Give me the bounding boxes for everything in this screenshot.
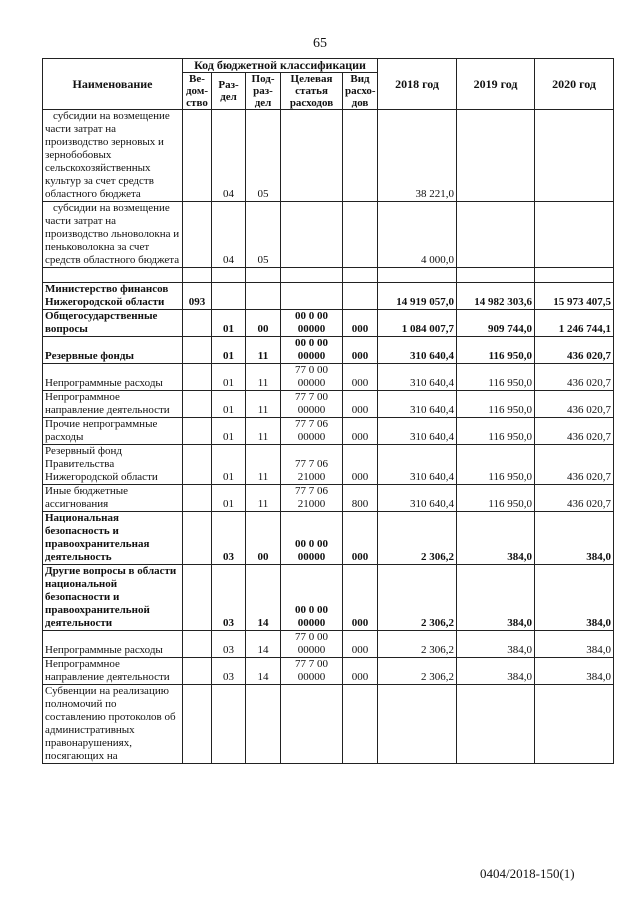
cell-ved [183,310,212,337]
cell-y2020: 436 020,7 [535,445,614,485]
cell-name: Непрограммные расходы [43,364,183,391]
cell-y2020: 1 246 744,1 [535,310,614,337]
cell-podrazdel: 11 [246,418,281,445]
cell-target: 77 7 06 21000 [281,445,343,485]
cell-podrazdel: 11 [246,391,281,418]
cell-razdel: 01 [212,310,246,337]
cell-y2018: 1 084 007,7 [378,310,457,337]
empty-cell [535,268,614,283]
cell-y2018: 310 640,4 [378,364,457,391]
table-row [43,364,614,391]
cell-target: 77 0 00 00000 [281,631,343,658]
cell-y2018: 2 306,2 [378,512,457,565]
table-row [43,418,614,445]
cell-razdel [212,685,246,764]
col-header-vid: Вид расхо- дов [343,73,378,110]
table-row [43,658,614,685]
cell-ved [183,512,212,565]
cell-y2018: 4 000,0 [378,202,457,268]
cell-name: Общегосударственные вопросы [43,310,183,337]
cell-vid: 000 [343,445,378,485]
document-code: 0404/2018-150(1) [480,866,575,881]
cell-name: Резервный фонд Правительства Нижегородской области [43,445,183,485]
cell-target [281,110,343,202]
cell-ved [183,485,212,512]
cell-vid [343,283,378,310]
cell-y2018: 310 640,4 [378,418,457,445]
cell-vid: 000 [343,512,378,565]
cell-target: 77 7 00 00000 [281,658,343,685]
empty-cell [246,268,281,283]
table-row [43,485,614,512]
col-header-name: Наименование [43,59,183,110]
col-header-razdel: Раз- дел [212,73,246,110]
cell-y2020: 436 020,7 [535,337,614,364]
cell-y2019: 384,0 [457,565,535,631]
cell-podrazdel [246,685,281,764]
cell-podrazdel: 00 [246,310,281,337]
empty-cell [343,268,378,283]
cell-ved [183,110,212,202]
col-header-2019: 2019 год [457,59,535,110]
cell-podrazdel: 14 [246,565,281,631]
cell-ved: 093 [183,283,212,310]
cell-name: Министерство финансов Нижегородской области [43,283,183,310]
cell-ved [183,565,212,631]
cell-razdel: 01 [212,485,246,512]
empty-cell [212,268,246,283]
cell-name: Прочие непрограммные расходы [43,418,183,445]
cell-razdel: 04 [212,202,246,268]
cell-y2018: 310 640,4 [378,337,457,364]
col-header-vedomstvo: Ве- дом- ство [183,73,212,110]
cell-vid: 000 [343,631,378,658]
cell-target: 77 7 00 00000 [281,391,343,418]
cell-podrazdel: 00 [246,512,281,565]
col-header-2020: 2020 год [535,59,614,110]
cell-y2018: 310 640,4 [378,445,457,485]
cell-y2020: 436 020,7 [535,391,614,418]
cell-ved [183,364,212,391]
cell-target [281,283,343,310]
cell-y2019 [457,685,535,764]
cell-y2019: 116 950,0 [457,364,535,391]
cell-y2019 [457,110,535,202]
cell-y2020: 15 973 407,5 [535,283,614,310]
cell-target: 00 0 00 00000 [281,565,343,631]
cell-vid [343,685,378,764]
cell-target: 00 0 00 00000 [281,310,343,337]
cell-y2018: 38 221,0 [378,110,457,202]
cell-y2020 [535,685,614,764]
cell-y2019: 116 950,0 [457,485,535,512]
cell-y2018: 2 306,2 [378,631,457,658]
cell-y2020: 436 020,7 [535,485,614,512]
cell-ved [183,658,212,685]
cell-y2019 [457,202,535,268]
cell-y2020: 436 020,7 [535,364,614,391]
cell-y2018: 310 640,4 [378,485,457,512]
cell-name: Другие вопросы в области национальной безопасности и правоохранительной деятельности [43,565,183,631]
cell-vid: 000 [343,565,378,631]
table-row [43,310,614,337]
cell-podrazdel: 05 [246,202,281,268]
cell-name: субсидии на возмещение части затрат на производство льноволокна и пеньковолокна за счет средств областного бюджета [43,202,183,268]
cell-name: Непрограммное направление деятельности [43,658,183,685]
cell-razdel: 03 [212,565,246,631]
cell-podrazdel: 11 [246,364,281,391]
table-row [43,337,614,364]
col-header-classification: Код бюджетной классификации [183,59,378,73]
cell-ved [183,685,212,764]
cell-target [281,202,343,268]
empty-cell [43,268,183,283]
cell-y2019: 14 982 303,6 [457,283,535,310]
table-row [43,283,614,310]
cell-y2020 [535,202,614,268]
cell-ved [183,445,212,485]
cell-podrazdel [246,283,281,310]
cell-vid: 000 [343,418,378,445]
cell-y2019: 116 950,0 [457,445,535,485]
cell-y2019: 384,0 [457,631,535,658]
budget-table [42,58,614,764]
table-row [43,391,614,418]
cell-razdel: 03 [212,658,246,685]
cell-target [281,685,343,764]
empty-cell [378,268,457,283]
cell-y2020: 384,0 [535,631,614,658]
cell-target: 77 0 00 00000 [281,364,343,391]
cell-podrazdel: 11 [246,485,281,512]
cell-razdel: 04 [212,110,246,202]
cell-ved [183,418,212,445]
cell-ved [183,631,212,658]
cell-razdel [212,283,246,310]
cell-vid: 000 [343,364,378,391]
table-row [43,565,614,631]
cell-target: 77 7 06 00000 [281,418,343,445]
col-header-target: Целевая статья расходов [281,73,343,110]
cell-razdel: 03 [212,631,246,658]
cell-vid: 000 [343,658,378,685]
col-header-2018: 2018 год [378,59,457,110]
table-row [43,445,614,485]
cell-target: 77 7 06 21000 [281,485,343,512]
cell-vid: 000 [343,310,378,337]
cell-name: Непрограммные расходы [43,631,183,658]
table-row [43,202,614,268]
cell-razdel: 01 [212,337,246,364]
cell-vid [343,110,378,202]
header-row-top [43,59,614,73]
cell-razdel: 01 [212,445,246,485]
table-body [43,110,614,764]
table-row [43,110,614,202]
cell-y2018 [378,685,457,764]
empty-cell [281,268,343,283]
cell-ved [183,391,212,418]
cell-vid: 000 [343,391,378,418]
cell-name: Резервные фонды [43,337,183,364]
cell-vid: 800 [343,485,378,512]
cell-y2019: 384,0 [457,658,535,685]
cell-name: Субвенции на реализацию полномочий по составлению протоколов об административных правонарушениях, посягающих на [43,685,183,764]
cell-y2020 [535,110,614,202]
cell-name: Национальная безопасность и правоохранительная деятельность [43,512,183,565]
cell-y2019: 384,0 [457,512,535,565]
cell-razdel: 01 [212,418,246,445]
cell-y2020: 384,0 [535,512,614,565]
cell-target: 00 0 00 00000 [281,337,343,364]
cell-y2019: 116 950,0 [457,337,535,364]
page-number: 65 [313,36,327,51]
spacer-row [43,268,614,283]
cell-y2019: 116 950,0 [457,391,535,418]
cell-razdel: 03 [212,512,246,565]
cell-ved [183,337,212,364]
cell-podrazdel: 05 [246,110,281,202]
cell-y2018: 310 640,4 [378,391,457,418]
cell-podrazdel: 11 [246,445,281,485]
cell-y2018: 14 919 057,0 [378,283,457,310]
cell-y2018: 2 306,2 [378,565,457,631]
cell-vid [343,202,378,268]
cell-y2019: 116 950,0 [457,418,535,445]
table-row [43,685,614,764]
cell-name: субсидии на возмещение части затрат на производство зерновых и зернобобовых сельскохозяйственных культур за счет средств областного бюджета [43,110,183,202]
cell-name: Иные бюджетные ассигнования [43,485,183,512]
cell-y2018: 2 306,2 [378,658,457,685]
empty-cell [457,268,535,283]
cell-y2019: 909 744,0 [457,310,535,337]
empty-cell [183,268,212,283]
table-row [43,512,614,565]
cell-razdel: 01 [212,364,246,391]
cell-vid: 000 [343,337,378,364]
cell-podrazdel: 11 [246,337,281,364]
cell-razdel: 01 [212,391,246,418]
cell-podrazdel: 14 [246,658,281,685]
cell-y2020: 384,0 [535,658,614,685]
table-row [43,631,614,658]
cell-name: Непрограммное направление деятельности [43,391,183,418]
cell-ved [183,202,212,268]
cell-y2020: 384,0 [535,565,614,631]
cell-y2020: 436 020,7 [535,418,614,445]
cell-target: 00 0 00 00000 [281,512,343,565]
cell-podrazdel: 14 [246,631,281,658]
col-header-podrazdel: Под- раз- дел [246,73,281,110]
